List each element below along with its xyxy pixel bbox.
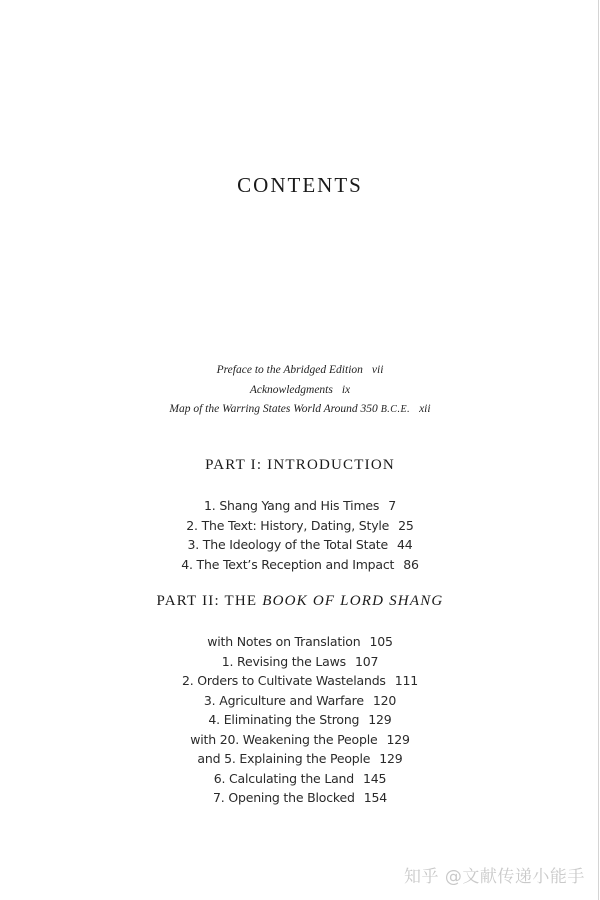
entry-page-number: 154 bbox=[363, 790, 387, 805]
entry-page-number: xii bbox=[419, 403, 431, 415]
entry-title: 3. Agriculture and Warfare bbox=[203, 692, 364, 708]
entry-page-number: 129 bbox=[379, 751, 403, 766]
toc-entry[interactable] bbox=[0, 671, 600, 691]
entry-page-number: 120 bbox=[372, 692, 397, 708]
entry-title: with Notes on Translation bbox=[207, 634, 361, 649]
toc-entry[interactable] bbox=[0, 535, 600, 555]
part2-chapter-list bbox=[0, 632, 600, 808]
toc-entry[interactable] bbox=[0, 632, 600, 652]
toc-entry[interactable] bbox=[0, 516, 600, 536]
toc-entry[interactable] bbox=[0, 769, 600, 789]
part2-heading-prefix: PART II: THE bbox=[156, 593, 258, 609]
toc-entry[interactable] bbox=[0, 691, 600, 711]
entry-page-number: 111 bbox=[394, 673, 419, 688]
entry-page-number: 107 bbox=[354, 653, 379, 669]
toc-entry[interactable] bbox=[0, 788, 600, 808]
entry-page-number: vii bbox=[371, 364, 384, 376]
entry-title: 4. Eliminating the Strong bbox=[208, 712, 360, 727]
watermark: 知乎 @文献传递小能手 bbox=[404, 867, 585, 887]
toc-entry[interactable] bbox=[0, 710, 600, 730]
entry-page-number: 44 bbox=[396, 537, 413, 552]
entry-title: 1. Revising the Laws bbox=[221, 653, 346, 669]
part1-chapter-list bbox=[0, 496, 600, 574]
toc-entry-acknowledgments[interactable] bbox=[0, 381, 600, 401]
toc-entry[interactable] bbox=[0, 730, 600, 750]
toc-entry[interactable] bbox=[0, 652, 600, 672]
entry-page-number: 105 bbox=[369, 634, 393, 649]
part2-heading-book-title: BOOK OF LORD SHANG bbox=[262, 593, 444, 609]
toc-entry-preface[interactable] bbox=[0, 361, 600, 381]
entry-title: with 20. Weakening the People bbox=[190, 731, 378, 747]
entry-page-number: 129 bbox=[386, 731, 410, 747]
entry-title: 4. The Text’s Reception and Impact bbox=[181, 556, 395, 572]
entry-page-number: 129 bbox=[368, 712, 392, 727]
entry-page-number: 145 bbox=[363, 770, 387, 786]
entry-era-suffix: B.C.E. bbox=[380, 404, 411, 415]
entry-page-number: 7 bbox=[388, 498, 396, 513]
entry-title: 6. Calculating the Land bbox=[213, 770, 354, 786]
page-title: CONTENTS bbox=[237, 173, 363, 198]
toc-entry[interactable] bbox=[0, 496, 600, 516]
toc-entry[interactable] bbox=[0, 555, 600, 575]
entry-title: 2. The Text: History, Dating, Style bbox=[186, 517, 390, 533]
entry-page-number: 86 bbox=[403, 556, 419, 572]
entry-title: Acknowledgments bbox=[249, 383, 333, 396]
entry-title: 7. Opening the Blocked bbox=[213, 790, 355, 805]
toc-entry[interactable] bbox=[0, 749, 600, 769]
entry-page-number: 25 bbox=[398, 517, 414, 533]
part1-heading: PART I: INTRODUCTION bbox=[205, 457, 395, 473]
front-matter-list bbox=[0, 361, 600, 420]
entry-title: 2. Orders to Cultivate Wastelands bbox=[181, 673, 386, 688]
entry-title: 3. The Ideology of the Total State bbox=[187, 537, 388, 552]
entry-title: Map of the Warring States World Around 350 bbox=[169, 403, 378, 415]
part2-heading bbox=[0, 593, 600, 610]
toc-entry-map[interactable] bbox=[0, 400, 600, 420]
entry-title: and 5. Explaining the People bbox=[197, 751, 371, 766]
entry-title: 1. Shang Yang and His Times bbox=[204, 498, 380, 513]
entry-page-number: ix bbox=[341, 383, 351, 396]
entry-title: Preface to the Abridged Edition bbox=[216, 364, 363, 376]
